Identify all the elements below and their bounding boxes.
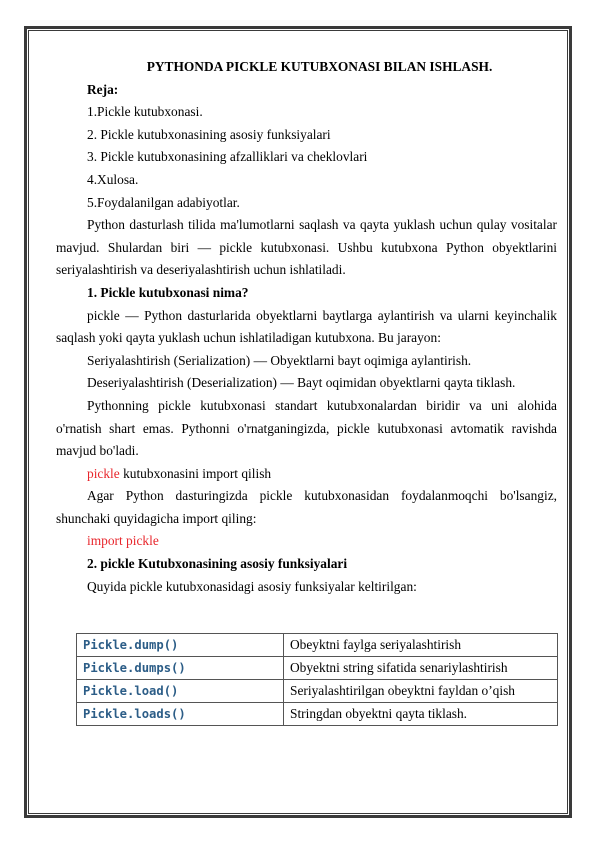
function-name-cell: Pickle.loads()	[77, 703, 284, 726]
standard-library-paragraph: Pythonning pickle kutubxonasi standart kutubxonalardan biridir va uni alohida o'rnatish shart emas. Pythonni o'rnatganingizda, pickle kutubxonasi avtomatik ravishda mavjud bo'ladi.	[56, 397, 557, 459]
document-title: PYTHONDA PICKLE KUTUBXONASI BILAN ISHLASH.	[146, 59, 493, 74]
plan-heading: Reja:	[87, 81, 119, 97]
functions-table	[76, 633, 558, 726]
plan-item: 1.Pickle kutubxonasi.	[87, 104, 203, 120]
table-row	[77, 703, 558, 726]
import-code-line: import pickle	[87, 533, 159, 549]
document-body	[56, 56, 557, 598]
function-name-cell: Pickle.dumps()	[77, 657, 284, 680]
plan-item: 4.Xulosa.	[87, 171, 139, 187]
table-row	[77, 657, 558, 680]
function-name-cell: Pickle.load()	[77, 680, 284, 703]
deserialization-definition: Deseriyalashtirish (Deserialization) — Bayt oqimidan obyektlarni qayta tiklash.	[87, 375, 516, 391]
serialization-definition: Seriyalashtirish (Serialization) — Obyektlarni bayt oqimiga aylantirish.	[87, 352, 472, 368]
import-subheading-text: kutubxonasini import qilish	[119, 465, 272, 481]
plan-item: 5.Foydalanilgan adabiyotlar.	[87, 194, 240, 210]
function-description-cell: Obyektni string sifatida senariylashtirish	[284, 657, 558, 680]
intro-paragraph: Python dasturlash tilida ma'lumotlarni saqlash va qayta yuklash uchun qulay vositalar mavjud. Shulardan biri — pickle kutubxonasi. Ushbu kutubxona Python obyektlarini seriyalashtirish va deseriyalashtirish uchun ishlatiladi.	[56, 217, 557, 278]
table-row	[77, 680, 558, 703]
import-subheading	[56, 463, 557, 486]
section-2-heading: 2. pickle Kutubxonasining asosiy funksiyalari	[87, 556, 348, 572]
import-paragraph: Agar Python dasturingizda pickle kutubxonasidan foydalanmoqchi bo'lsangiz, shunchaki quyidagicha import qiling:	[56, 488, 557, 526]
function-description-cell: Seriyalashtirilgan obeyktni fayldan o’qish	[284, 680, 558, 703]
function-description-cell: Stringdan obyektni qayta tiklash.	[284, 703, 558, 726]
section-1-heading: 1. Pickle kutubxonasi nima?	[87, 284, 249, 300]
table-row	[77, 634, 558, 657]
function-name-cell: Pickle.dump()	[77, 634, 284, 657]
function-description-cell: Obeyktni faylga seriyalashtirish	[284, 634, 558, 657]
section-1-paragraph: pickle — Python dasturlarida obyektlarni baytlarga aylantirish va ularni keyinchalik saqlash yoki qayta yuklash uchun ishlatiladigan kutubxona. Bu jarayon:	[56, 307, 557, 346]
plan-item: 2. Pickle kutubxonasining asosiy funksiyalari	[87, 126, 331, 142]
plan-item: 3. Pickle kutubxonasining afzalliklari va cheklovlari	[87, 149, 368, 165]
section-2-intro: Quyida pickle kutubxonasidagi asosiy funksiyalar keltirilgan:	[87, 578, 417, 594]
import-keyword-red: pickle	[87, 465, 120, 481]
